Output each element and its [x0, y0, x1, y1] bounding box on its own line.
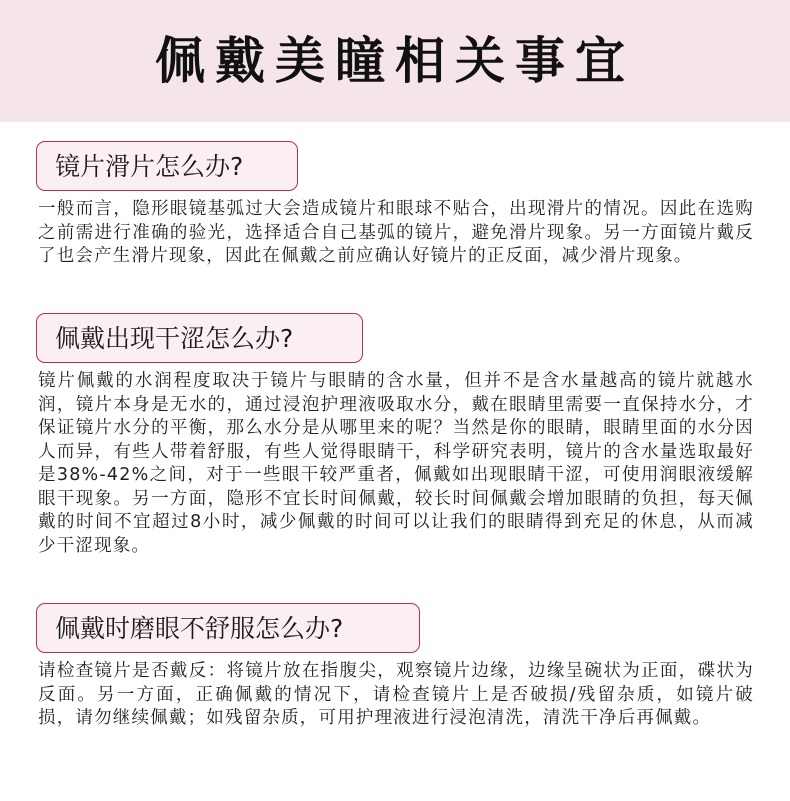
question-title: 佩戴出现干涩怎么办?: [55, 323, 294, 353]
answer-paragraph: 一般而言，隐形眼镜基弧过大会造成镜片和眼球不贴合，出现滑片的情况。因此在选购之前需进行准确的验光，选择适合自己基弧的镜片，避免滑片现象。另一方面镜片戴反了也会产生滑片现象，因此在佩戴之前应确认好镜片的正反面，减少滑片现象。: [38, 199, 754, 266]
page-title: 佩戴美瞳相关事宜: [155, 32, 635, 90]
answer-paragraph: 请检查镜片是否戴反：将镜片放在指腹尖，观察镜片边缘，边缘呈碗状为正面，碟状为反面。另一方面，正确佩戴的情况下，请检查镜片上是否破损/残留杂质，如镜片破损，请勿继续佩戴；如残留杂质，可用护理液进行浸泡清洗，清洗干净后再佩戴。: [38, 661, 754, 728]
page-header: [0, 0, 790, 122]
answer-paragraph: 镜片佩戴的水润程度取决于镜片与眼睛的含水量，但并不是含水量越高的镜片就越水润，镜片本身是无水的，通过浸泡护理液吸取水分，戴在眼睛里需要一直保持水分，才保证镜片水分的平衡，那么水分是从哪里来的呢？当然是你的眼睛，眼睛里面的水分因人而异，有些人带着舒服，有些人觉得眼睛干，科学研究表明，镜片的含水量选取最好是38%-42%之间，对于一些眼干较严重者，佩戴如出现眼睛干涩，可使用润眼液缓解眼干现象。另一方面，隐形不宜长时间佩戴，较长时间佩戴会增加眼睛的负担，每天佩戴的时间不宜超过8小时，减少佩戴的时间可以让我们的眼睛得到充足的休息，从而减少干涩现象。: [38, 371, 754, 556]
question-box-slipping: [36, 141, 298, 191]
question-box-discomfort: [36, 603, 420, 653]
question-title: 佩戴时磨眼不舒服怎么办?: [55, 613, 344, 643]
question-title: 镜片滑片怎么办?: [55, 151, 244, 181]
question-box-dryness: [36, 313, 363, 363]
